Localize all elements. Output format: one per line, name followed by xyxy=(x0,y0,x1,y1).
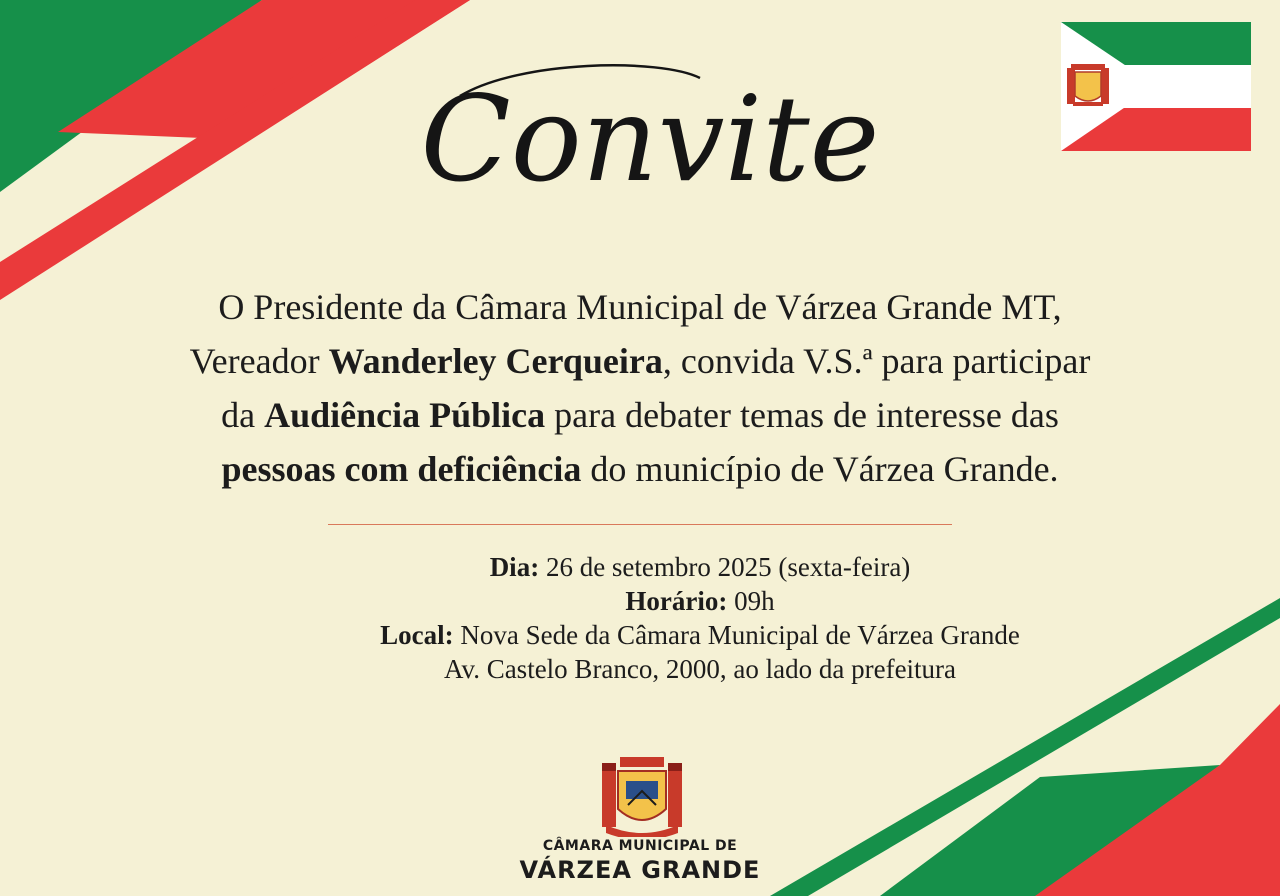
organization-line-2: VÁRZEA GRANDE xyxy=(519,856,761,884)
svg-text:Convite: Convite xyxy=(420,70,880,208)
event-details xyxy=(200,550,1200,686)
municipal-flag xyxy=(1061,22,1251,151)
organization-line-1: CÂMARA MUNICIPAL DE xyxy=(542,838,738,854)
event-audience: pessoas com deficiência xyxy=(221,449,582,489)
councilor-name: Wanderley Cerqueira xyxy=(328,341,663,381)
chamber-seal-icon xyxy=(598,755,686,837)
invitation-line-3: da Audiência Pública para debater temas de interesse das xyxy=(221,395,1059,435)
event-date: Dia: 26 de setembro 2025 (sexta-feira) xyxy=(489,552,911,582)
invitation-line-2: Vereador Wanderley Cerqueira, convida V.S.ª para participar xyxy=(189,341,1091,381)
page-title xyxy=(400,40,900,230)
divider xyxy=(328,524,952,525)
event-name: Audiência Pública xyxy=(264,395,546,435)
event-location: Local: Nova Sede da Câmara Municipal de Várzea Grande xyxy=(380,620,1020,650)
event-time: Horário: 09h xyxy=(625,586,775,616)
invitation-line-1: O Presidente da Câmara Municipal de Várzea Grande MT, xyxy=(218,287,1062,327)
invitation-line-4: pessoas com deficiência do município de Várzea Grande. xyxy=(221,449,1059,489)
invitation-text xyxy=(40,280,1240,496)
event-address: Av. Castelo Branco, 2000, ao lado da prefeitura xyxy=(443,654,957,684)
